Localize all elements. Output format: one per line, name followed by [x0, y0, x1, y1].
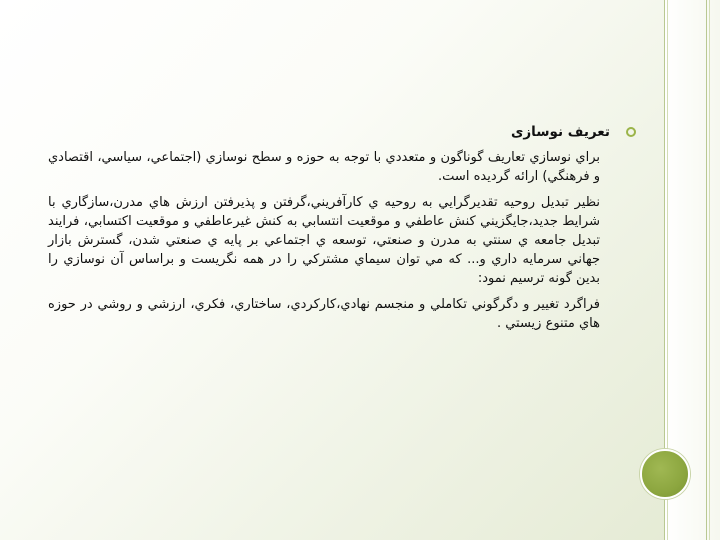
- slide-content: [48, 122, 616, 340]
- paragraph-summary: فراگرد تغيير و دگرگوني تکاملي و منجسم نهادي،کارکردي، ساختاري، فکري، ارزشي و روشي در حوزه هاي متنوع زيستي .: [48, 297, 600, 331]
- slide-title: تعريف نوسازی: [511, 124, 610, 140]
- divider-line: [709, 0, 710, 540]
- divider-line: [706, 0, 707, 540]
- paragraph-definition: براي نوسازي تعاريف گوناگون و متعددي با توجه به حوزه و سطح نوسازي (اجتماعي، سياسي، اقتصادي و فرهنگي) ارائه گرديده است.: [48, 150, 600, 184]
- paragraph-examples: نظير تبديل روحيه تقديرگرايي به روحيه ي کارآفريني،گرفتن و پذيرفتن ارزش هاي مدرن،سازگاري با شرايط جديد،جايگزيني کنش عاطفي و موقعيت انتسابي به کنش غيرعاطفي و موقعيت اکتسابي، فرايند تبديل جامعه ي سنتي به مدرن و صنعتي، توسعه ي اجتماعي بر پايه ي صنعتي شدن، گسترش بازار جهاني سرمايه داري و... که مي توان سيماي مشترکي را در همه نگريست و براساس آن نوسازي را بدين گونه ترسيم نمود:: [48, 195, 600, 286]
- green-circle-icon: [640, 449, 690, 499]
- ring-bullet-icon: [626, 127, 636, 137]
